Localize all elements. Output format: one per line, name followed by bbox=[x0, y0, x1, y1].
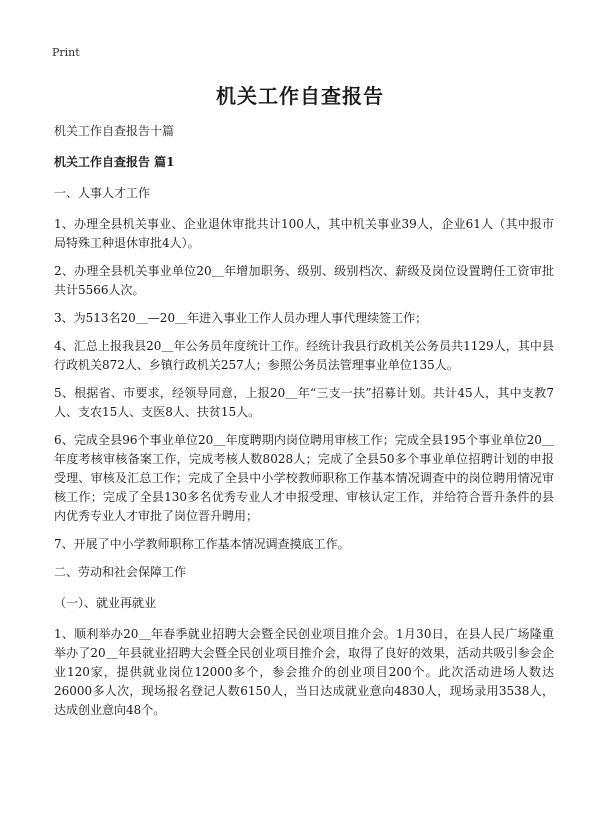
paragraph: 1、顺利举办20＿年春季就业招聘大会暨全民创业项目推介会。1月30日，在县人民广场隆重举办了20＿年县就业招聘大会暨全民创业项目推介会，取得了良好的效果，活动共吸引参会企业120家，提供就业岗位12000多个，参会推介的创业项目200个。此次活动进场人数达26000多人次，现场报名登记人数6150人，当日达成就业意向4830人，现场录用3538人，达成创业意向48个。 bbox=[54, 627, 554, 717]
list-item: 5、根据省、市要求，经领导同意，上报20＿年“三支一扶”招募计划。共计45人，其中支教7人、支农15人、支医8人、扶贫15人。 bbox=[54, 386, 554, 419]
list-item: 2、办理全县机关事业单位20＿年增加职务、级别、级别档次、薪级及岗位设置聘任工资审批共计5566人次。 bbox=[54, 264, 554, 297]
list-item: 7、开展了中小学教师职称工作基本情况调查摸底工作。 bbox=[54, 537, 350, 551]
print-label[interactable]: Print bbox=[52, 46, 80, 59]
page-title: 机关工作自查报告 bbox=[216, 84, 384, 108]
part-heading: 机关工作自查报告 篇1 bbox=[54, 155, 175, 169]
document-subtitle: 机关工作自查报告十篇 bbox=[54, 124, 175, 138]
list-item: 6、完成全县96个事业单位20＿年度聘期内岗位聘用审核工作；完成全县195个事业单位20＿年度考核审核备案工作，完成考核人数8028人；完成了全县50多个事业单位招聘计划的申报受理、审核及汇总工作；完成了全县中小学校教师职称工作基本情况调查中的岗位聘用情况审核工作；完成了全县130多名优秀专业人才申报受理、审核认定工作，并给符合晋升条件的县内优秀专业人才审批了岗位晋升聘用； bbox=[54, 433, 554, 523]
section-heading-1: 一、人事人才工作 bbox=[54, 186, 151, 200]
list-item: 1、办理全县机关事业、企业退休审批共计100人，其中机关事业39人，企业61人（其中报市局特殊工种退休审批4人）。 bbox=[54, 217, 554, 250]
section-heading-2: 二、劳动和社会保障工作 bbox=[54, 565, 187, 579]
subsection-heading: （一）、就业再就业 bbox=[54, 596, 157, 610]
list-item: 4、汇总上报我县20＿年公务员年度统计工作。经统计我县行政机关公务员共1129人，其中县行政机关872人、乡镇行政机关257人；参照公务员法管理事业单位135人。 bbox=[54, 339, 554, 372]
list-item: 3、为513名20＿—20＿年进入事业工作人员办理人事代理续签工作； bbox=[54, 311, 428, 325]
document-body bbox=[54, 122, 554, 729]
